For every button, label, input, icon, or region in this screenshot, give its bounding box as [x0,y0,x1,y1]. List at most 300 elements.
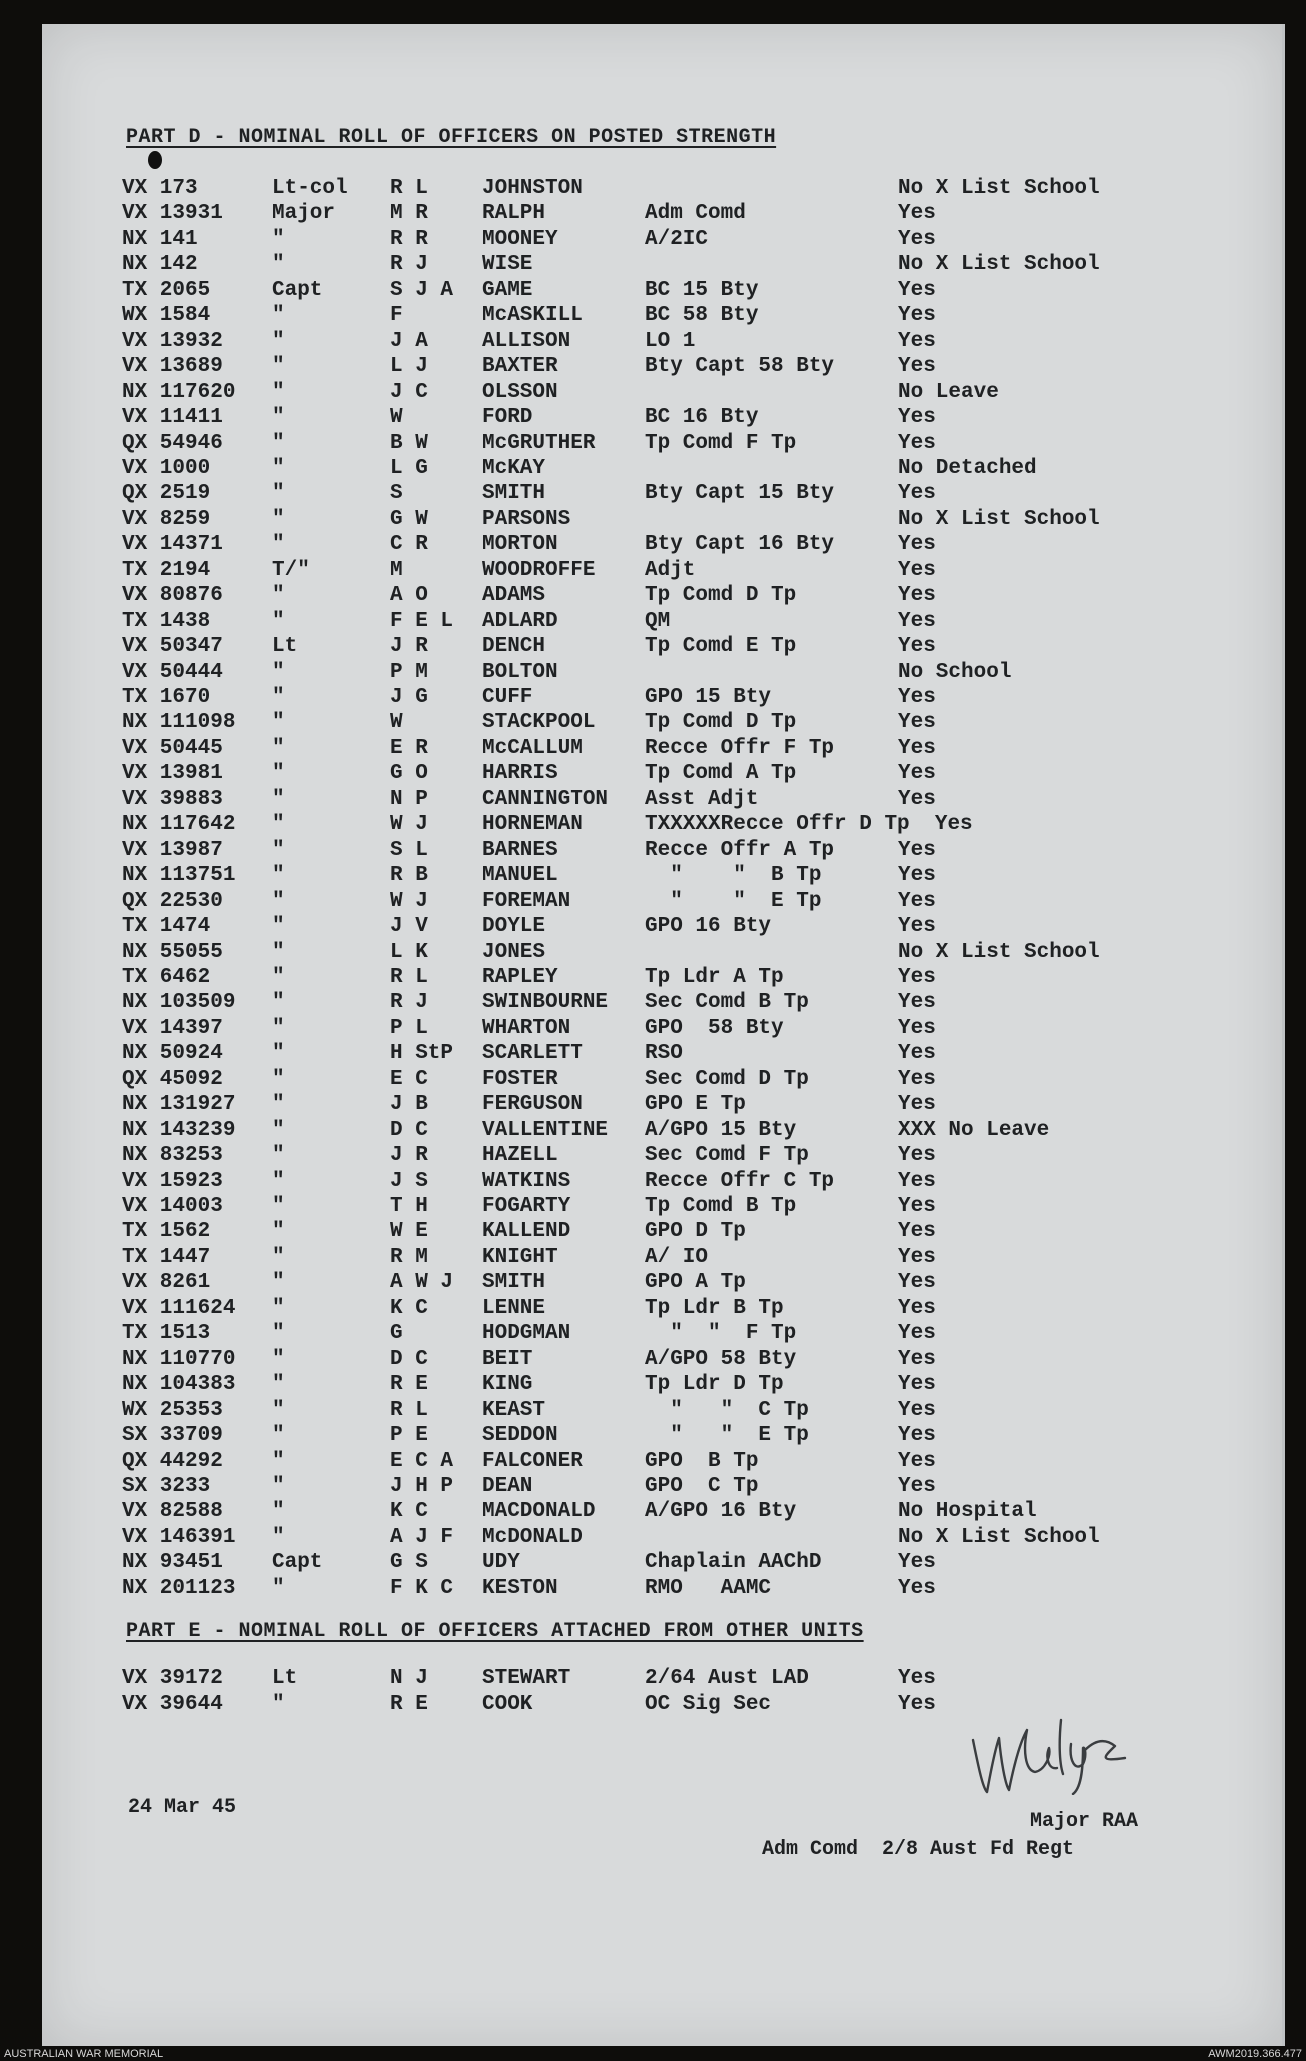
roll-row [0,736,1306,761]
service-number: VX 14371 [122,533,223,557]
appointment: Tp Comd E Tp [645,635,797,659]
appointment: A/ IO [645,1245,709,1269]
roll-row [0,303,1306,328]
status: Yes [898,1322,936,1346]
part-d-heading: PART D - NOMINAL ROLL OF OFFICERS ON POSTED STRENGTH [126,126,777,149]
service-number: VX 146391 [122,1525,236,1549]
roll-row [0,1118,1306,1143]
status: Yes [898,431,936,455]
roll-row [0,1169,1306,1194]
appointment: GPO E Tp [645,1093,746,1117]
initials: R J [390,991,428,1015]
service-number: VX 13932 [122,329,223,353]
status: No X List School [898,177,1100,200]
appointment: A/GPO 58 Bty [645,1347,797,1371]
rank: T/" [272,558,310,582]
initials: R J [390,253,428,277]
surname: KNIGHT [482,1245,558,1269]
roll-row [0,889,1306,914]
appointment: Bty Capt 15 Bty [645,482,835,506]
initials: S L [390,838,428,862]
status: Yes [898,533,936,557]
service-number: VX 82588 [122,1500,223,1524]
service-number: NX 117642 [122,813,236,837]
appointment: OC Sig Sec [645,1693,772,1716]
surname: VALLENTINE [482,1118,609,1142]
service-number: NX 83253 [122,1144,223,1168]
surname: ADAMS [482,584,546,608]
rank: " [272,1693,285,1716]
appointment: GPO 58 Bty [645,1016,784,1040]
surname: McGRUTHER [482,431,596,455]
roll-row [0,1449,1306,1474]
status: No School [898,660,1012,684]
surname: FALCONER [482,1449,583,1473]
surname: BARNES [482,838,558,862]
appointment: Tp Comd D Tp [645,584,797,608]
rank: " [272,1322,285,1346]
status: Yes [898,1245,936,1269]
service-number: TX 1474 [122,915,211,939]
service-number: NX 201123 [122,1576,236,1600]
appointment: GPO D Tp [645,1220,746,1244]
status: No Hospital [898,1500,1037,1524]
surname: MORTON [482,533,558,557]
initials: W [390,406,403,430]
appointment: GPO C Tp [645,1474,759,1498]
roll-row [0,685,1306,710]
rank: " [272,253,285,277]
surname: MOONEY [482,227,558,251]
appointment: GPO A Tp [645,1271,746,1295]
rank: " [272,1398,285,1422]
roll-row [0,660,1306,685]
appointment: GPO B Tp [645,1449,759,1473]
roll-row [0,1576,1306,1601]
initials: J A [390,329,428,353]
appointment: BC 16 Bty [645,406,759,430]
roll-row [0,1296,1306,1321]
appointment: Tp Comd D Tp [645,711,797,735]
surname: FERGUSON [482,1093,583,1117]
roll-row [0,838,1306,863]
initials: J S [390,1169,428,1193]
initials: D C [390,1347,428,1371]
surname: BAXTER [482,355,558,379]
appointment: Adjt [645,558,696,582]
rank: " [272,1576,285,1600]
roll-row [0,1347,1306,1372]
rank: Lt [272,1667,298,1690]
rank: " [272,1118,285,1142]
initials: N J [390,1667,428,1690]
roll-row [0,1321,1306,1346]
rank: " [272,355,285,379]
roll-row [0,1423,1306,1448]
service-number: VX 13981 [122,762,223,786]
status: Yes [898,1373,936,1397]
initials: R E [390,1693,428,1716]
roll-row [0,278,1306,303]
initials: B W [390,431,428,455]
initials: W J [390,813,428,837]
initials: F K C [390,1576,454,1600]
service-number: NX 117620 [122,380,236,404]
roll-row [0,405,1306,430]
rank: " [272,406,285,430]
status: Yes [898,1449,936,1473]
appointment: Asst Adjt [645,787,759,811]
appointment: " " E Tp [645,1424,809,1448]
initials: K C [390,1296,428,1320]
rank: " [272,1424,285,1448]
service-number: VX 14003 [122,1195,223,1218]
rank: " [272,1500,285,1524]
rank: " [272,227,285,251]
rank: " [272,1093,285,1117]
surname: CUFF [482,686,533,709]
status: Yes [898,1347,936,1371]
appointment: RSO [645,1042,683,1066]
initials: L K [390,940,428,964]
appointment: QM [645,609,671,633]
service-number: VX 8261 [122,1271,211,1295]
status: Yes [898,584,936,608]
surname: ALLISON [482,329,571,353]
appointment: " " C Tp [645,1398,809,1422]
appointment: Sec Comd D Tp [645,1067,809,1091]
service-number: TX 6462 [122,965,211,989]
surname: BOLTON [482,660,558,684]
roll-row [0,1143,1306,1168]
rank: " [272,711,285,735]
rank: " [272,1016,285,1040]
initials: D C [390,1118,428,1142]
service-number: VX 39172 [122,1667,223,1690]
initials: H StP [390,1042,454,1066]
service-number: VX 39644 [122,1693,223,1716]
status: Yes [898,278,936,302]
service-number: VX 173 [122,177,198,200]
initials: R E [390,1373,428,1397]
surname: LENNE [482,1296,546,1320]
roll-row [0,431,1306,456]
appointment: A/GPO 16 Bty [645,1500,797,1524]
surname: JOHNSTON [482,177,583,200]
service-number: QX 2519 [122,482,211,506]
service-number: NX 111098 [122,711,236,735]
roll-row [0,609,1306,634]
initials: G O [390,762,428,786]
rank: " [272,940,285,964]
status: Yes [898,609,936,633]
rank: " [272,838,285,862]
appointment: Tp Comd B Tp [645,1195,797,1218]
surname: WOODROFFE [482,558,596,582]
roll-row [0,1398,1306,1423]
initials: E R [390,736,428,760]
status: XXX No Leave [898,1118,1050,1142]
service-number: VX 13689 [122,355,223,379]
service-number: QX 54946 [122,431,223,455]
rank: " [272,380,285,404]
rank: " [272,1296,285,1320]
initials: J V [390,915,428,939]
surname: FOGARTY [482,1195,571,1218]
roll-row [0,1092,1306,1117]
initials: R M [390,1245,428,1269]
rank: " [272,813,285,837]
service-number: SX 33709 [122,1424,223,1448]
initials: A W J [390,1271,454,1295]
footer-accession-number: AWM2019.366.477 [1208,2048,1302,2060]
roll-row [0,481,1306,506]
roll-row [0,1041,1306,1066]
signatory-rank: Major RAA [1030,1810,1139,1833]
surname: DEAN [482,1474,533,1498]
status: Yes [898,686,936,709]
status: Yes [898,889,936,913]
appointment: Recce Offr F Tp [645,736,835,760]
surname: UDY [482,1551,520,1575]
initials: G W [390,507,428,531]
initials: K C [390,1500,428,1524]
initials: R R [390,227,428,251]
surname: ADLARD [482,609,558,633]
roll-row [0,558,1306,583]
roll-row [0,380,1306,405]
service-number: NX 110770 [122,1347,236,1371]
appointment: Chaplain AAChD [645,1551,822,1575]
service-number: NX 104383 [122,1373,236,1397]
status: Yes [898,1576,936,1600]
roll-row [0,914,1306,939]
roll-row [0,1016,1306,1041]
status: Yes [898,1424,936,1448]
initials: W [390,711,403,735]
initials: S [390,482,403,506]
status: Yes [898,482,936,506]
surname: SMITH [482,1271,546,1295]
surname: KEAST [482,1398,546,1422]
initials: C R [390,533,428,557]
service-number: TX 2065 [122,278,211,302]
service-number: VX 1000 [122,456,211,480]
roll-row [0,812,1306,837]
rank: " [272,304,285,328]
initials: T H [390,1195,428,1218]
appointment: GPO 16 Bty [645,915,772,939]
surname: WHARTON [482,1016,571,1040]
status: Yes [898,304,936,328]
surname: McCALLUM [482,736,583,760]
status: Yes [898,355,936,379]
roll-row [0,252,1306,277]
service-number: VX 111624 [122,1296,236,1320]
rank: " [272,1195,285,1218]
surname: STACKPOOL [482,711,596,735]
initials: W E [390,1220,428,1244]
roll-row [0,507,1306,532]
handwritten-signature [965,1700,1135,1795]
initials: R L [390,965,428,989]
service-number: NX 93451 [122,1551,223,1575]
surname: DOYLE [482,915,546,939]
roll-row [0,1550,1306,1575]
rank: " [272,1067,285,1091]
status: Yes [898,838,936,862]
status: Yes [898,1693,936,1716]
status: Yes [898,762,936,786]
service-number: NX 55055 [122,940,223,964]
surname: KALLEND [482,1220,571,1244]
status: Yes [898,1220,936,1244]
service-number: NX 131927 [122,1093,236,1117]
service-number: NX 143239 [122,1118,236,1142]
service-number: NX 103509 [122,991,236,1015]
initials: J H P [390,1474,454,1498]
rank: " [272,431,285,455]
surname: WISE [482,253,533,277]
rank: " [272,329,285,353]
status: Yes [898,1067,936,1091]
status: Yes [898,787,936,811]
service-number: NX 113751 [122,864,236,888]
status: Yes [898,635,936,659]
surname: McKAY [482,456,546,480]
rank: " [272,736,285,760]
rank: " [272,762,285,786]
service-number: VX 15923 [122,1169,223,1193]
initials: A J F [390,1525,454,1549]
rank: Major [272,202,336,226]
appointment: TXXXXXRecce Offr D Tp Yes [645,813,973,837]
rank: " [272,1169,285,1193]
surname: HORNEMAN [482,813,583,837]
appointment: RMO AAMC [645,1576,772,1600]
status: Yes [898,915,936,939]
rank: " [272,1271,285,1295]
rank: Lt [272,635,298,659]
status: No X List School [898,253,1100,277]
surname: COOK [482,1693,533,1716]
rank: " [272,915,285,939]
part-e-heading: PART E - NOMINAL ROLL OF OFFICERS ATTACHED FROM OTHER UNITS [126,1620,864,1643]
roll-row [0,1194,1306,1219]
surname: BEIT [482,1347,533,1371]
surname: HAZELL [482,1144,558,1168]
rank: " [272,660,285,684]
surname: STEWART [482,1667,571,1690]
roll-row [0,1067,1306,1092]
appointment: A/GPO 15 Bty [645,1118,797,1142]
status: Yes [898,1016,936,1040]
status: Yes [898,1474,936,1498]
service-number: QX 22530 [122,889,223,913]
initials: F [390,304,403,328]
status: No X List School [898,507,1100,531]
surname: PARSONS [482,507,571,531]
appointment: Tp Ldr B Tp [645,1296,784,1320]
appointment: Tp Ldr A Tp [645,965,784,989]
surname: SMITH [482,482,546,506]
surname: DENCH [482,635,546,659]
service-number: NX 141 [122,227,198,251]
roll-row [0,1499,1306,1524]
status: Yes [898,1296,936,1320]
service-number: TX 1513 [122,1322,211,1346]
roll-row [0,227,1306,252]
rank: " [272,965,285,989]
roll-row [0,634,1306,659]
service-number: VX 50444 [122,660,223,684]
rank: " [272,1347,285,1371]
roll-row [0,1270,1306,1295]
status: Yes [898,991,936,1015]
status: No Leave [898,380,999,404]
roll-row [0,1219,1306,1244]
rank: " [272,1220,285,1244]
appointment: Recce Offr C Tp [645,1169,835,1193]
initials: L J [390,355,428,379]
surname: RALPH [482,202,546,226]
roll-row [0,787,1306,812]
initials: G S [390,1551,428,1575]
initials: P L [390,1016,428,1040]
rank: " [272,533,285,557]
surname: KESTON [482,1576,558,1600]
signatory-appointment: Adm Comd 2/8 Aust Fd Regt [762,1838,1075,1861]
surname: JONES [482,940,546,964]
rank: " [272,1042,285,1066]
service-number: VX 11411 [122,406,223,430]
appointment: GPO 15 Bty [645,686,772,709]
service-number: SX 3233 [122,1474,211,1498]
service-number: WX 1584 [122,304,211,328]
roll-row [0,532,1306,557]
appointment: " " B Tp [645,864,822,888]
surname: GAME [482,278,533,302]
initials: P E [390,1424,428,1448]
status: Yes [898,711,936,735]
roll-row [0,990,1306,1015]
rank: " [272,1373,285,1397]
rank: " [272,482,285,506]
status: Yes [898,736,936,760]
service-number: VX 8259 [122,507,211,531]
initials: N P [390,787,428,811]
surname: KING [482,1373,533,1397]
status: Yes [898,1195,936,1218]
initials: M [390,558,403,582]
roll-row [0,354,1306,379]
roll-row [0,761,1306,786]
initials: W J [390,889,428,913]
status: Yes [898,202,936,226]
roll-row [0,201,1306,226]
status: Yes [898,965,936,989]
service-number: VX 39883 [122,787,223,811]
footer-archive-name: AUSTRALIAN WAR MEMORIAL [4,2048,164,2060]
rank: " [272,1449,285,1473]
status: Yes [898,1667,936,1690]
surname: SEDDON [482,1424,558,1448]
service-number: VX 13931 [122,202,223,226]
service-number: TX 2194 [122,558,211,582]
appointment: BC 58 Bty [645,304,759,328]
roll-row [0,1525,1306,1550]
service-number: QX 44292 [122,1449,223,1473]
